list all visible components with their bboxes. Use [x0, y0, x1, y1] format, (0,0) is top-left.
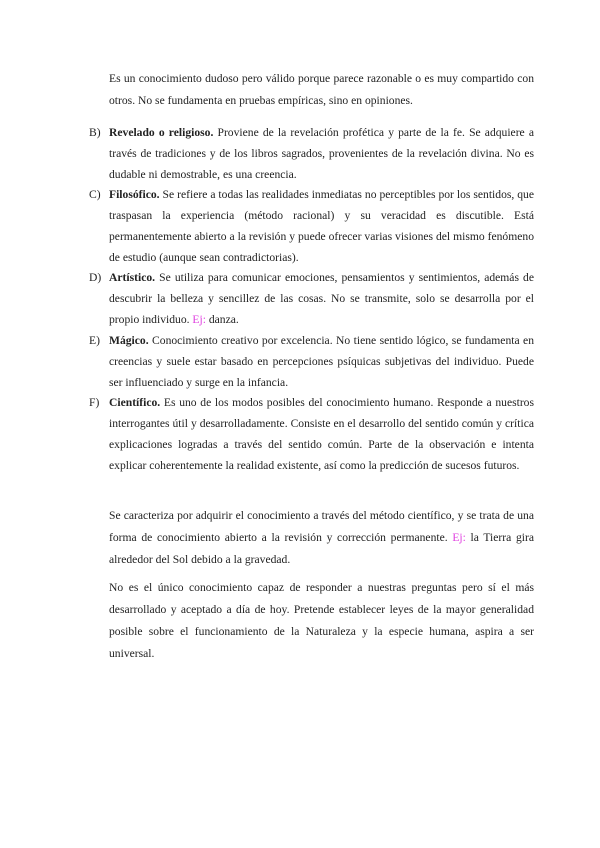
item-letter: B) — [89, 126, 101, 139]
item-letter: C) — [89, 188, 101, 201]
item-term: Filosófico. — [109, 188, 160, 201]
item-example-text: danza. — [205, 313, 239, 326]
item-text: Se refiere a todas las realidades inmediatas no perceptibles por los sentidos, que traspasan la experiencia (método racional) y su veracidad es discutible. Está permanentemente abierto a la revisión y puede ofrecer varias visiones del mismo fenómeno de estudio (aunque sean contradictorias). — [109, 188, 534, 264]
item-text: Es uno de los modos posibles del conocimiento humano. Responde a nuestros interrogantes útil y desarrolladamente. Consiste en el desarrollo del sentido común y crítica explicaciones logradas a través del sentido común. Parte de la observación e intenta explicar coherentemente la realidad existente, así como la predicción de sucesos futuros. — [109, 396, 534, 472]
list-item-artistico — [89, 267, 534, 330]
example-label: Ej: — [452, 531, 466, 544]
item-letter: F) — [89, 396, 100, 409]
item-term: Artístico. — [109, 271, 156, 284]
list-item-cientifico — [89, 392, 534, 476]
example-label: Ej: — [192, 313, 206, 326]
item-term: Mágico. — [109, 334, 149, 347]
science-paragraph-2 — [109, 577, 534, 665]
science-paragraph-1 — [109, 505, 534, 571]
paragraph-text: Se caracteriza por adquirir el conocimiento a través del método científico, y se trata de una forma de conocimiento abierto a la revisión y corrección permanente. — [109, 509, 534, 544]
item-letter: E) — [89, 334, 100, 347]
item-term: Científico. — [109, 396, 161, 409]
item-text: Proviene de la revelación profética y parte de la fe. Se adquiere a través de tradiciones y de los libros sagrados, provenientes de la revelación divina. No es dudable ni demostrable, es una creencia. — [109, 126, 534, 181]
example-text: la Tierra gira alrededor del Sol debido a la gravedad. — [109, 531, 534, 566]
list-item-magico — [89, 330, 534, 393]
item-letter: D) — [89, 271, 102, 284]
paragraph-text: No es el único conocimiento capaz de responder a nuestras preguntas pero sí el más desarrollado y aceptado a día de hoy. Pretende establecer leyes de la mayor generalidad posible sobre el funcionamiento de la Naturaleza y la especie humana, aspira a ser universal. — [109, 581, 534, 660]
list-item-filosofico — [89, 184, 534, 268]
item-text: Se utiliza para comunicar emociones, pensamientos y sentimientos, además de descubrir la belleza y sencillez de las cosas. No se transmite, solo se desarrolla por el propio individuo. — [109, 271, 534, 326]
list-item-revelado — [89, 122, 534, 185]
intro-text: Es un conocimiento dudoso pero válido porque parece razonable o es muy compartido con otros. No se fundamenta en pruebas empíricas, sino en opiniones. — [109, 72, 534, 107]
item-term: Revelado o religioso. — [109, 126, 214, 139]
intro-paragraph — [109, 68, 534, 112]
item-text: Conocimiento creativo por excelencia. No tiene sentido lógico, se fundamenta en creencias y suele estar basado en percepciones psíquicas subjetivas del individuo. Puede ser influenciado y surge en la infancia. — [109, 334, 534, 389]
